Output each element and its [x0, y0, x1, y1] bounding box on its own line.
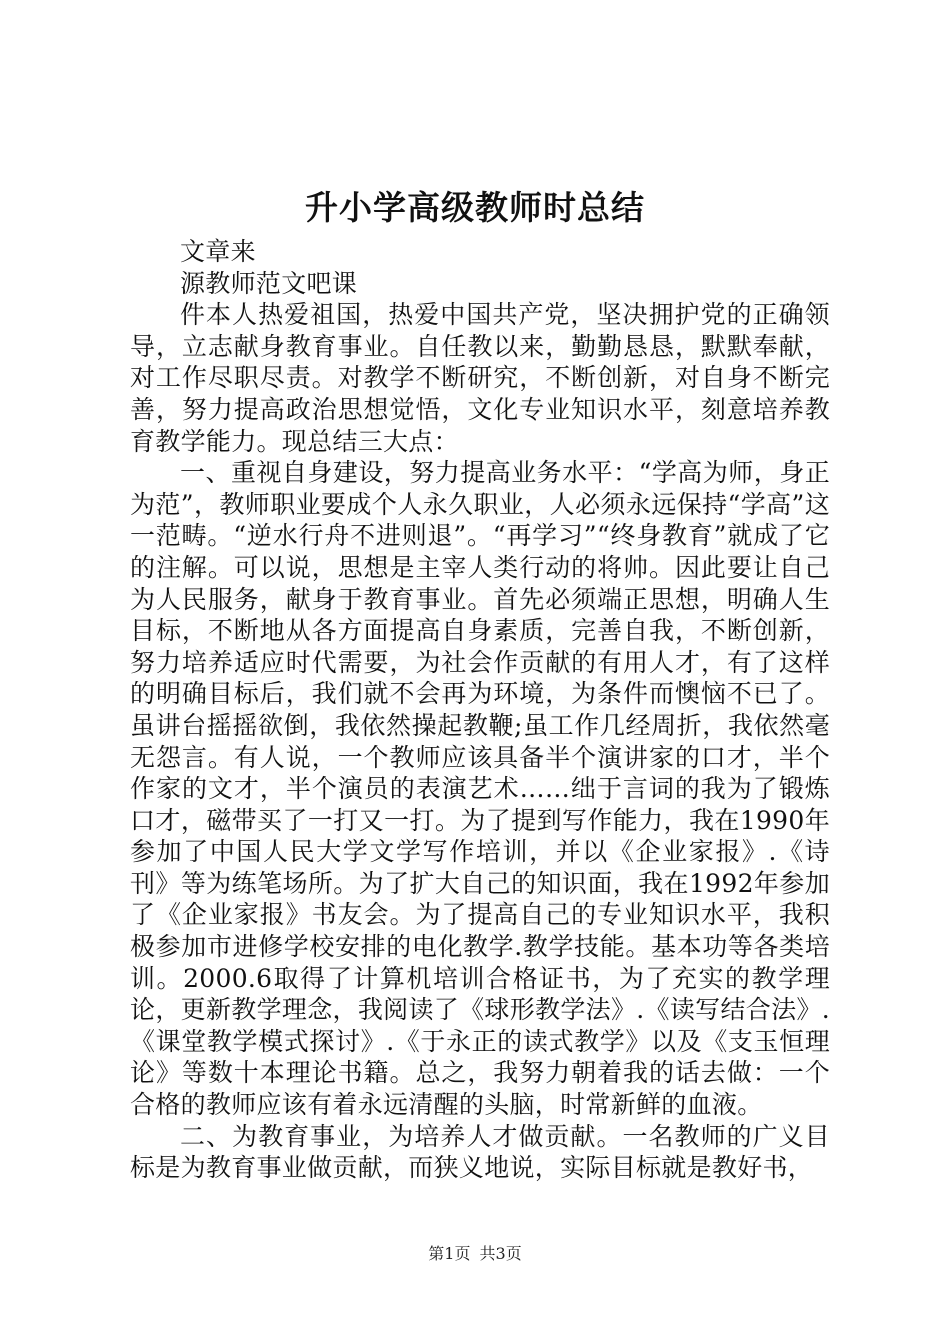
paragraph-section-two: 二、为教育事业，为培养人才做贡献。一名教师的广义目标是为教育事业做贡献，而狭义地说，实际目标就是教好书，: [130, 1121, 830, 1183]
page-number: 第1页: [428, 1244, 471, 1263]
paragraph-source-line-1: 文章来: [180, 237, 256, 266]
paragraph-section-one: 一、重视自身建设，努力提高业务水平：“学高为师，身正为范”，教师职业要成个人永久职业，人必须永远保持“学高”这一范畴。“逆水行舟不进则退”。“再学习”“终身教育”就成了它的注解。可以说，思想是主宰人类行动的将帅。因此要让自己为人民服务，献身于教育事业。首先必须端正思想，明确人生目标，不断地从各方面提高自身素质，完善自我，不断创新，努力培养适应时代需要，为社会作贡献的有用人才，有了这样的明确目标后，我们就不会再为环境，为条件而懊恼不已了。虽讲台摇摇欲倒，我依然操起教鞭;虽工作几经周折，我依然毫无怨言。有人说，一个教师应该具备半个演讲家的口才，半个作家的文才，半个演员的表演艺术……绌于言词的我为了锻炼口才，磁带买了一打又一打。为了提到写作能力，我在1990年参加了中国人民大学文学写作培训，并以《企业家报》.《诗刊》等为练笔场所。为了扩大自己的知识面，我在1992年参加了《企业家报》书友会。为了提高自己的专业知识水平，我积极参加市进修学校安排的电化教学.教学技能。基本功等各类培训。2000.6取得了计算机培训合格证书，为了充实的教学理论，更新教学理念，我阅读了《球形教学法》.《读写结合法》.《课堂教学模式探讨》.《于永正的读式教学》以及《支玉恒理论》等数十本理论书籍。总之，我努力朝着我的话去做：一个合格的教师应该有着永远清醒的头脑，时常新鲜的血液。: [130, 458, 830, 1120]
document-title: 升小学高级教师时总结: [305, 188, 645, 227]
page-footer: [0, 1244, 950, 1264]
paragraph-intro: 件本人热爱祖国，热爱中国共产党，坚决拥护党的正确领导，立志献身教育事业。自任教以来，勤勤恳恳，默默奉献，对工作尽职尽责。对教学不断研究，不断创新，对自身不断完善，努力提高政治思想觉悟，文化专业知识水平，刻意培养教育教学能力。现总结三大点：: [130, 300, 830, 456]
paragraph-source-line-2: 源教师范文吧课: [180, 268, 358, 298]
document-body: [130, 236, 830, 1184]
page-total: 共3页: [479, 1244, 522, 1263]
